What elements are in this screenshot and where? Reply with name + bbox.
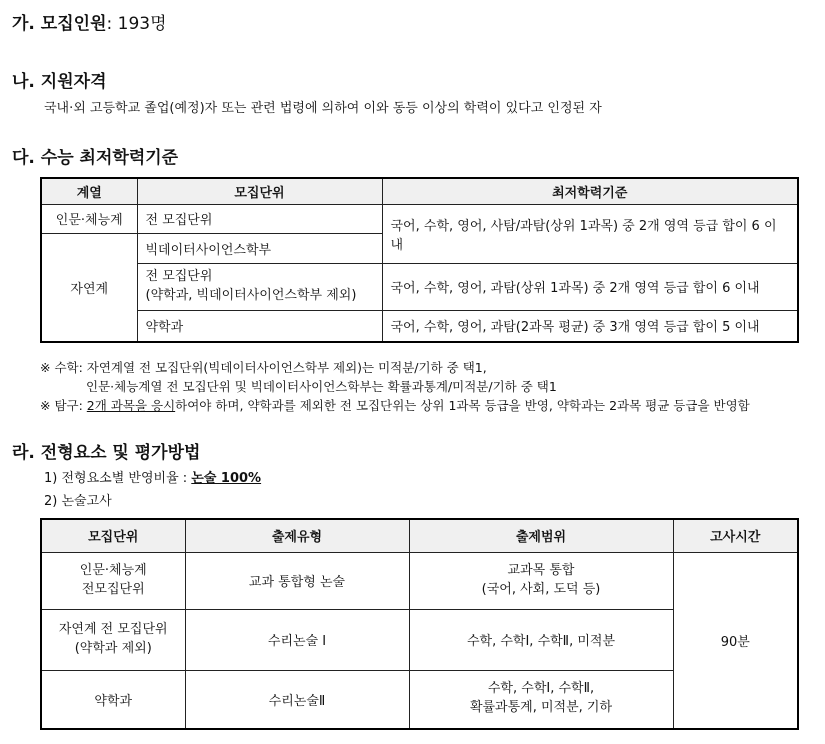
table-row: [41, 310, 798, 342]
exam-unit: 약학과: [41, 670, 185, 729]
unit-science-all: 전 모집단위 (약학과, 빅데이터사이언스학부 제외): [137, 263, 382, 310]
table-row: [41, 263, 798, 310]
evaluation-heading: 라. 전형요소 및 평가방법: [12, 443, 201, 463]
exam-type: 교과 통합형 논술: [185, 552, 409, 609]
eligibility-text: 국내·외 고등학교 졸업(예정)자 또는 관련 법령에 의하여 이와 동등 이상의 학력이 있다고 인정된 자: [44, 101, 602, 116]
exam-time: 90분: [673, 552, 798, 729]
group-science: 자연계: [41, 233, 137, 342]
exam-scope: 수학, 수학Ⅰ, 수학Ⅱ, 확률과통계, 미적분, 기하: [409, 670, 673, 729]
note-inquiry: [40, 396, 750, 414]
recruitment-label: 가. 모집인원: [12, 14, 107, 34]
col-header-scope: 출제범위: [409, 519, 673, 552]
unit-pharmacy: 약학과: [137, 310, 382, 342]
reflection-ratio: [44, 467, 261, 486]
exam-scope: 수학, 수학Ⅰ, 수학Ⅱ, 미적분: [409, 609, 673, 670]
standard-humanities: 국어, 수학, 영어, 사탐/과탐(상위 1과목) 중 2개 영역 등급 합이 6 이내: [382, 204, 798, 263]
essay-exam-table: [40, 518, 799, 730]
table-row: [41, 204, 798, 233]
exam-type: 수리논술 Ⅰ: [185, 609, 409, 670]
eligibility-heading: 나. 지원자격: [12, 72, 107, 92]
reflection-ratio-label: 1) 전형요소별 반영비율 :: [44, 471, 192, 486]
exam-unit: 자연계 전 모집단위 (약학과 제외): [41, 609, 185, 670]
note-math-1: ※ 수학: 자연계열 전 모집단위(빅데이터사이언스학부 제외)는 미적분/기하 중 택1,: [40, 360, 487, 375]
note-inquiry-rest: 하여야 하며, 약학과를 제외한 전 모집단위는 상위 1과목 등급을 반영, 약학과는 2과목 평균 등급을 반영함: [175, 398, 750, 413]
exam-scope: 교과목 통합 (국어, 사회, 도덕 등): [409, 552, 673, 609]
group-humanities: 인문·체능계: [41, 204, 137, 233]
exam-type: 수리논술Ⅱ: [185, 670, 409, 729]
note-inquiry-underline: 2개 과목을 응시: [86, 398, 176, 413]
essay-exam-label: 2) 논술고사: [44, 494, 112, 509]
col-header-type: 출제유형: [185, 519, 409, 552]
exam-unit: 인문·체능계 전모집단위: [41, 552, 185, 609]
col-header-unit: 모집단위: [137, 178, 382, 204]
col-header-time: 고사시간: [673, 519, 798, 552]
csat-minimum-heading: 다. 수능 최저학력기준: [12, 148, 179, 168]
reflection-ratio-value: 논술 100%: [191, 471, 262, 486]
unit-humanities-all: 전 모집단위: [137, 204, 382, 233]
standard-pharmacy: 국어, 수학, 영어, 과탐(2과목 평균) 중 3개 영역 등급 합이 5 이내: [382, 310, 798, 342]
col-header-standard: 최저학력기준: [382, 178, 798, 204]
note-math-2: 인문·체능계열 전 모집단위 및 빅데이터사이언스학부는 확률과통계/미적분/기하 중 택1: [86, 379, 557, 394]
note-inquiry-prefix: ※ 탐구:: [40, 398, 87, 413]
unit-bigdata: 빅데이터사이언스학부: [137, 233, 382, 263]
csat-minimum-table: [40, 177, 799, 343]
recruitment-colon: :: [106, 14, 118, 34]
table-row: [41, 552, 798, 609]
col-header-unit: 모집단위: [41, 519, 185, 552]
recruitment-count: 193명: [117, 14, 167, 34]
standard-science: 국어, 수학, 영어, 과탐(상위 1과목) 중 2개 영역 등급 합이 6 이내: [382, 263, 798, 310]
col-header-group: 계열: [41, 178, 137, 204]
recruitment-heading: [12, 9, 167, 34]
